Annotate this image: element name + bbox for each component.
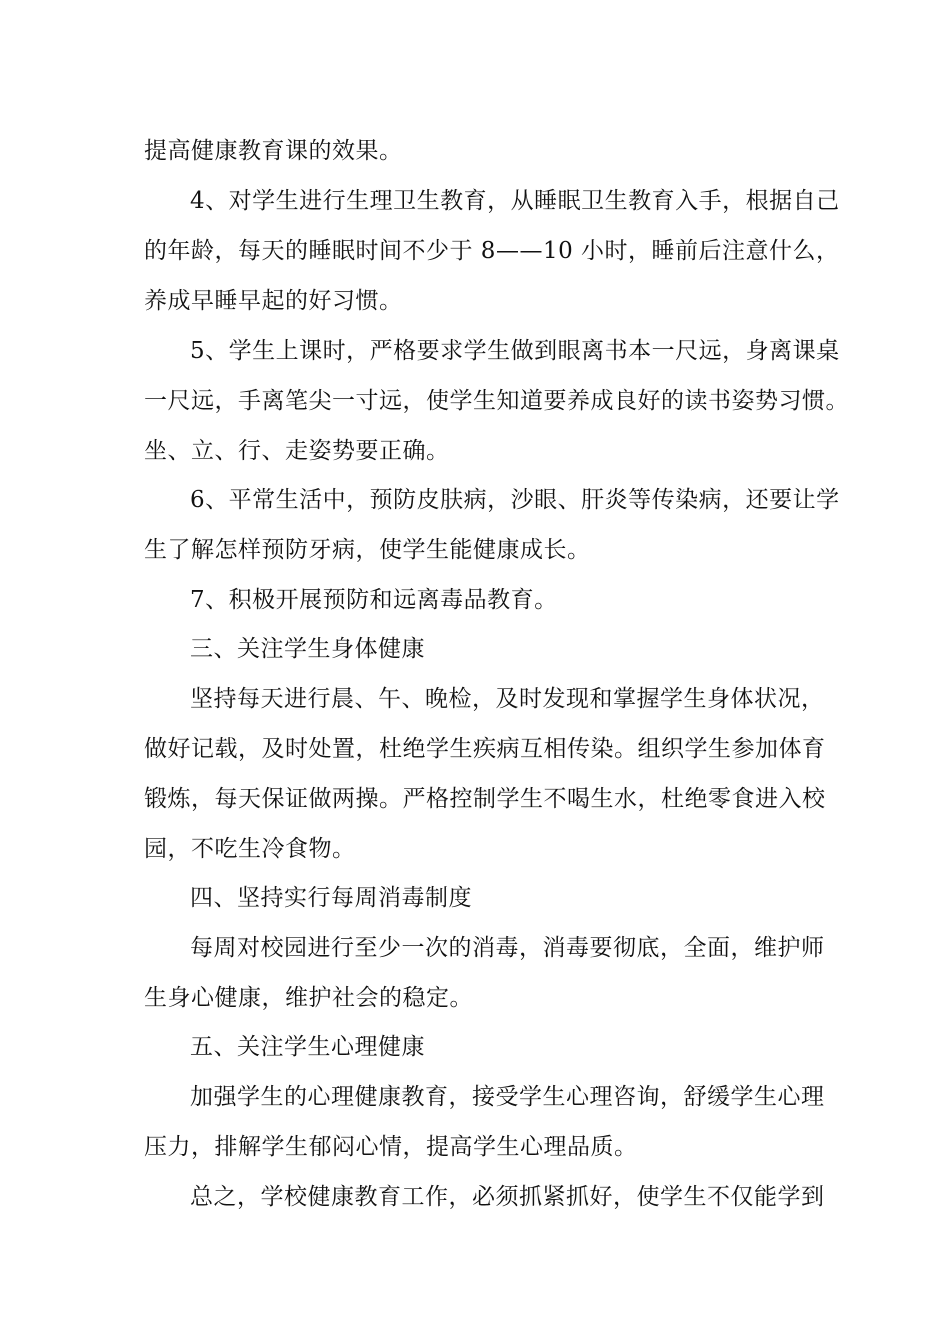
text-line: 养成早睡早起的好习惯。 [144, 288, 403, 314]
text-line: 7、积极开展预防和远离毒品教育。 [190, 587, 558, 613]
text-line: 生身心健康，维护社会的稳定。 [144, 985, 473, 1011]
text-line: 锻炼，每天保证做两操。严格控制学生不喝生水，杜绝零食进入校 [144, 786, 826, 812]
text-line: 坚持每天进行晨、午、晚检，及时发现和掌握学生身体状况， [190, 686, 825, 712]
section-heading: 五、关注学生心理健康 [190, 1034, 425, 1060]
text-line: 总之，学校健康教育工作，必须抓紧抓好，使学生不仅能学到 [190, 1184, 825, 1210]
text-line: 做好记载，及时处置，杜绝学生疾病互相传染。组织学生参加体育 [144, 736, 826, 762]
text-line: 的年龄，每天的睡眠时间不少于 8——10 小时，睡前后注意什么， [144, 238, 840, 264]
text-line: 坐、立、行、走姿势要正确。 [144, 438, 450, 464]
text-line: 每周对校园进行至少一次的消毒，消毒要彻底，全面，维护师 [190, 935, 825, 961]
text-line: 5、学生上课时，严格要求学生做到眼离书本一尺远，身离课桌 [190, 338, 840, 364]
text-line: 园，不吃生冷食物。 [144, 836, 356, 862]
text-line: 4、对学生进行生理卫生教育，从睡眠卫生教育入手，根据自己 [190, 188, 840, 214]
text-line: 提高健康教育课的效果。 [144, 138, 403, 164]
text-line: 6、平常生活中，预防皮肤病，沙眼、肝炎等传染病，还要让学 [190, 487, 840, 513]
text-line: 一尺远，手离笔尖一寸远，使学生知道要养成良好的读书姿势习惯。 [144, 388, 849, 414]
section-heading: 三、关注学生身体健康 [190, 636, 425, 662]
section-heading: 四、坚持实行每周消毒制度 [190, 885, 472, 911]
text-line: 生了解怎样预防牙病，使学生能健康成长。 [144, 537, 591, 563]
text-line: 压力，排解学生郁闷心情，提高学生心理品质。 [144, 1134, 638, 1160]
text-line: 加强学生的心理健康教育，接受学生心理咨询，舒缓学生心理 [190, 1084, 825, 1110]
